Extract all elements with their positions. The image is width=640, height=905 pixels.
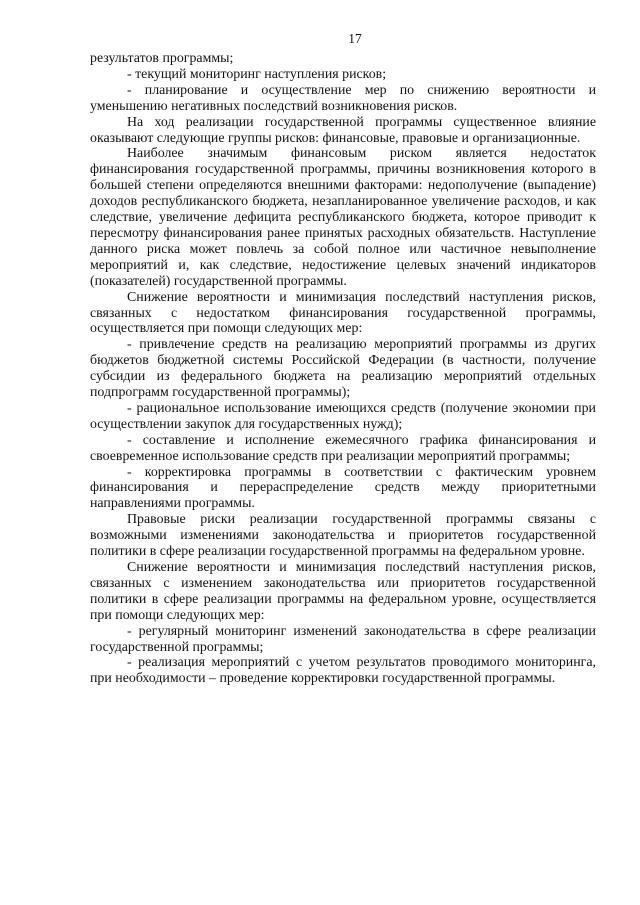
- paragraph-legal-risk: Правовые риски реализации государственной программы связаны с возможными изменениями законодательства и приоритетов государственной политики в сфере реализации государственной программы на федеральном уровне.: [90, 512, 596, 560]
- list-item-legal-implementation: - реализация мероприятий с учетом результатов проводимого мониторинга, при необходимости – проведение корректировки государственной программы.: [90, 655, 596, 687]
- paragraph-legal-mitigation: Снижение вероятности и минимизация последствий наступления рисков, связанных с изменением законодательства или приоритетов государственной политики в сфере реализации программы на федеральном уровне, осуществляется при помощи следующих мер:: [90, 560, 596, 623]
- paragraph-financial-mitigation: Снижение вероятности и минимизация последствий наступления рисков, связанных с недостатком финансирования государственной программы, осуществляется при помощи следующих мер:: [90, 289, 596, 337]
- list-item-schedule: - составление и исполнение ежемесячного графика финансирования и своевременное использование средств при реализации мероприятий программы;: [90, 432, 596, 464]
- page-number: 17: [348, 31, 362, 46]
- list-item-attract-funds: - привлечение средств на реализацию мероприятий программы из других бюджетов бюджетной системы Российской Федерации (в частности, получение субсидии из федерального бюджета на реализацию мероприятий отдельных подпрограмм государственной программы);: [90, 337, 596, 401]
- paragraph-continuation: результатов программы;: [90, 51, 234, 66]
- document-page: [90, 30, 596, 687]
- paragraph-financial-risk: Наиболее значимым финансовым риском является недостаток финансирования государственной программы, причины возникновения которого в большей степени определяются внешними факторами: недополучение (выпадение) доходов республиканского бюджета, незапланированное увеличение расходов, и как следствие, увеличение дефицита республиканского бюджета, которое приводит к пересмотру финансирования ранее принятых расходных обязательств. Наступление данного риска может повлечь за собой полное или частичное невыполнение мероприятий и, как следствие, недостижение целевых значений индикаторов (показателей) государственной программы.: [90, 146, 596, 289]
- list-item-legal-monitoring: - регулярный мониторинг изменений законодательства в сфере реализации государственной программы;: [90, 623, 596, 655]
- paragraph-risk-groups: На ход реализации государственной программы существенное влияние оказывают следующие группы рисков: финансовые, правовые и организационные.: [90, 114, 596, 146]
- list-item-rational-use: - рациональное использование имеющихся средств (получение экономии при осуществлении закупок для государственных нужд);: [90, 400, 596, 432]
- list-item-adjustment: - корректировка программы в соответствии с фактическим уровнем финансирования и перераспределение средств между приоритетными направлениями программы.: [90, 464, 596, 512]
- list-item-monitoring: - текущий мониторинг наступления рисков;: [127, 66, 387, 82]
- list-item-planning: - планирование и осуществление мер по снижению вероятности и уменьшению негативных последствий возникновения рисков.: [90, 82, 596, 114]
